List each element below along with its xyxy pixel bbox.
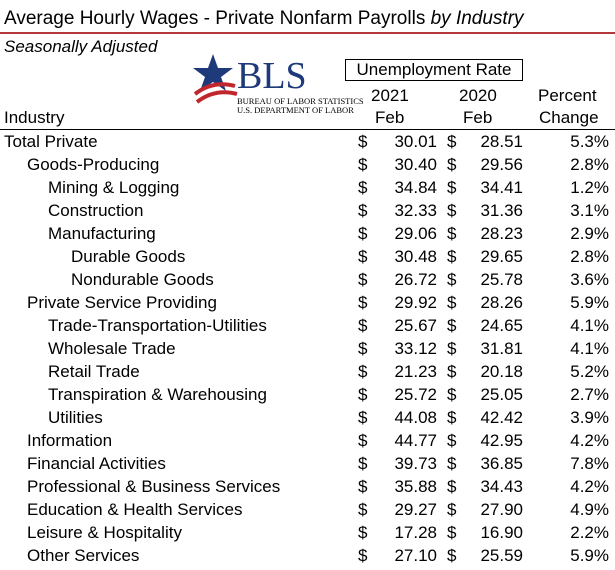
percent-change-value: 5.2%	[570, 362, 609, 381]
industry-label: Other Services	[27, 546, 140, 565]
table-row	[0, 452, 615, 475]
industry-label: Mining & Logging	[48, 178, 180, 197]
percent-change-value: 2.2%	[570, 523, 609, 542]
table-row	[0, 406, 615, 429]
col2-year-header: 2020	[459, 86, 497, 105]
table-row	[0, 521, 615, 544]
wage-2020-value: 25.78	[480, 270, 523, 289]
percent-change-value: 5.9%	[570, 546, 609, 565]
industry-label: Leisure & Hospitality	[27, 523, 182, 542]
percent-change-value: 4.9%	[570, 500, 609, 519]
currency-symbol: $	[358, 247, 368, 266]
table-row	[0, 199, 615, 222]
table-row	[0, 360, 615, 383]
industry-header: Industry	[4, 108, 65, 127]
currency-symbol: $	[358, 523, 368, 542]
wage-2021-value: 29.06	[394, 224, 437, 243]
industry-label: Goods-Producing	[27, 155, 160, 174]
title-divider	[0, 32, 615, 34]
currency-symbol: $	[447, 454, 457, 473]
currency-symbol: $	[358, 546, 368, 565]
industry-label: Wholesale Trade	[48, 339, 176, 358]
percent-change-value: 4.1%	[570, 339, 609, 358]
currency-symbol: $	[447, 500, 457, 519]
percent-change-value: 3.9%	[570, 408, 609, 427]
industry-label: Utilities	[48, 408, 103, 427]
wage-2020-value: 25.05	[480, 385, 523, 404]
currency-symbol: $	[447, 293, 457, 312]
wage-2021-value: 17.28	[394, 523, 437, 542]
wage-2021-value: 33.12	[394, 339, 437, 358]
wage-2020-value: 25.59	[480, 546, 523, 565]
industry-label: Transpiration & Warehousing	[48, 385, 267, 404]
percent-change-value: 5.9%	[570, 293, 609, 312]
currency-symbol: $	[358, 132, 368, 151]
percent-change-value: 5.3%	[570, 132, 609, 151]
currency-symbol: $	[447, 523, 457, 542]
wage-2020-value: 28.51	[480, 132, 523, 151]
industry-label: Construction	[48, 201, 144, 220]
currency-symbol: $	[447, 385, 457, 404]
title-suffix: by Industry	[430, 8, 524, 29]
table-row	[0, 337, 615, 360]
percent-change-value: 1.2%	[570, 178, 609, 197]
currency-symbol: $	[358, 500, 368, 519]
industry-label: Trade-Transportation-Utilities	[48, 316, 267, 335]
col1-year-header: 2021	[371, 86, 409, 105]
currency-symbol: $	[358, 408, 368, 427]
table-row	[0, 383, 615, 406]
percent-change-value: 4.2%	[570, 431, 609, 450]
pct-header-line2: Change	[539, 108, 599, 127]
logo-line2: U.S. DEPARTMENT OF LABOR	[237, 105, 354, 115]
wage-2020-value: 31.36	[480, 201, 523, 220]
wage-2020-value: 16.90	[480, 523, 523, 542]
industry-label: Financial Activities	[27, 454, 166, 473]
unemployment-rate-box: Unemployment Rate	[345, 59, 523, 81]
currency-symbol: $	[447, 546, 457, 565]
wage-2020-value: 36.85	[480, 454, 523, 473]
currency-symbol: $	[447, 362, 457, 381]
wage-2021-value: 25.72	[394, 385, 437, 404]
percent-change-value: 2.8%	[570, 155, 609, 174]
table-row	[0, 314, 615, 337]
currency-symbol: $	[358, 385, 368, 404]
industry-label: Education & Health Services	[27, 500, 243, 519]
currency-symbol: $	[447, 339, 457, 358]
currency-symbol: $	[447, 178, 457, 197]
table-row	[0, 245, 615, 268]
wage-2021-value: 25.67	[394, 316, 437, 335]
table-row	[0, 268, 615, 291]
currency-symbol: $	[358, 224, 368, 243]
wage-2020-value: 20.18	[480, 362, 523, 381]
currency-symbol: $	[447, 247, 457, 266]
industry-label: Professional & Business Services	[27, 477, 281, 496]
currency-symbol: $	[358, 454, 368, 473]
subtitle: Seasonally Adjusted	[4, 37, 158, 56]
industry-label: Retail Trade	[48, 362, 140, 381]
percent-change-value: 2.7%	[570, 385, 609, 404]
industry-label: Manufacturing	[48, 224, 156, 243]
wage-2020-value: 27.90	[480, 500, 523, 519]
currency-symbol: $	[358, 293, 368, 312]
wage-2021-value: 21.23	[394, 362, 437, 381]
wage-2021-value: 30.48	[394, 247, 437, 266]
wage-2021-value: 44.08	[394, 408, 437, 427]
table-row	[0, 291, 615, 314]
currency-symbol: $	[447, 132, 457, 151]
percent-change-value: 2.8%	[570, 247, 609, 266]
currency-symbol: $	[358, 362, 368, 381]
wage-2020-value: 42.95	[480, 431, 523, 450]
logo-text: BLS	[237, 55, 307, 97]
wage-2021-value: 27.10	[394, 546, 437, 565]
col1-month-header: Feb	[375, 108, 405, 127]
currency-symbol: $	[447, 431, 457, 450]
industry-label: Total Private	[4, 132, 98, 151]
bls-logo	[193, 50, 364, 120]
table-row	[0, 475, 615, 498]
currency-symbol: $	[358, 431, 368, 450]
wage-2020-value: 28.23	[480, 224, 523, 243]
wage-2021-value: 34.84	[394, 178, 437, 197]
currency-symbol: $	[447, 408, 457, 427]
currency-symbol: $	[447, 316, 457, 335]
wage-2021-value: 35.88	[394, 477, 437, 496]
wage-2020-value: 34.43	[480, 477, 523, 496]
currency-symbol: $	[447, 270, 457, 289]
wage-2021-value: 30.01	[394, 132, 437, 151]
percent-change-value: 3.1%	[570, 201, 609, 220]
star-icon	[193, 54, 237, 102]
wage-2021-value: 30.40	[394, 155, 437, 174]
percent-change-value: 4.2%	[570, 477, 609, 496]
currency-symbol: $	[358, 178, 368, 197]
wage-2021-value: 26.72	[394, 270, 437, 289]
currency-symbol: $	[358, 477, 368, 496]
wage-2020-value: 29.56	[480, 155, 523, 174]
percent-change-value: 4.1%	[570, 316, 609, 335]
col2-month-header: Feb	[463, 108, 493, 127]
wage-2021-value: 29.92	[394, 293, 437, 312]
wage-2021-value: 44.77	[394, 431, 437, 450]
industry-label: Private Service Providing	[27, 293, 217, 312]
table-row	[0, 544, 615, 567]
industry-label: Information	[27, 431, 113, 450]
table-row	[0, 176, 615, 199]
industry-label: Nondurable Goods	[71, 270, 214, 289]
wage-2020-value: 29.65	[480, 247, 523, 266]
percent-change-value: 7.8%	[570, 454, 609, 473]
currency-symbol: $	[358, 339, 368, 358]
pct-header-line1: Percent	[538, 86, 597, 105]
wage-2020-value: 24.65	[480, 316, 523, 335]
currency-symbol: $	[358, 201, 368, 220]
currency-symbol: $	[447, 224, 457, 243]
table-row	[0, 498, 615, 521]
table-row	[0, 429, 615, 452]
wage-2020-value: 28.26	[480, 293, 523, 312]
wage-2021-value: 32.33	[394, 201, 437, 220]
currency-symbol: $	[447, 201, 457, 220]
wage-2020-value: 34.41	[480, 178, 523, 197]
currency-symbol: $	[358, 155, 368, 174]
industry-label: Durable Goods	[71, 247, 186, 266]
percent-change-value: 3.6%	[570, 270, 609, 289]
currency-symbol: $	[358, 316, 368, 335]
wage-2020-value: 42.42	[480, 408, 523, 427]
table-row	[0, 130, 615, 153]
wage-2021-value: 39.73	[394, 454, 437, 473]
table-row	[0, 153, 615, 176]
currency-symbol: $	[447, 477, 457, 496]
table-row	[0, 222, 615, 245]
wage-2020-value: 31.81	[480, 339, 523, 358]
currency-symbol: $	[447, 155, 457, 174]
page-title	[4, 8, 524, 30]
title-main: Average Hourly Wages - Private Nonfarm Payrolls	[4, 8, 426, 29]
wage-2021-value: 29.27	[394, 500, 437, 519]
currency-symbol: $	[358, 270, 368, 289]
logo-line1: BUREAU OF LABOR STATISTICS	[237, 96, 364, 106]
percent-change-value: 2.9%	[570, 224, 609, 243]
